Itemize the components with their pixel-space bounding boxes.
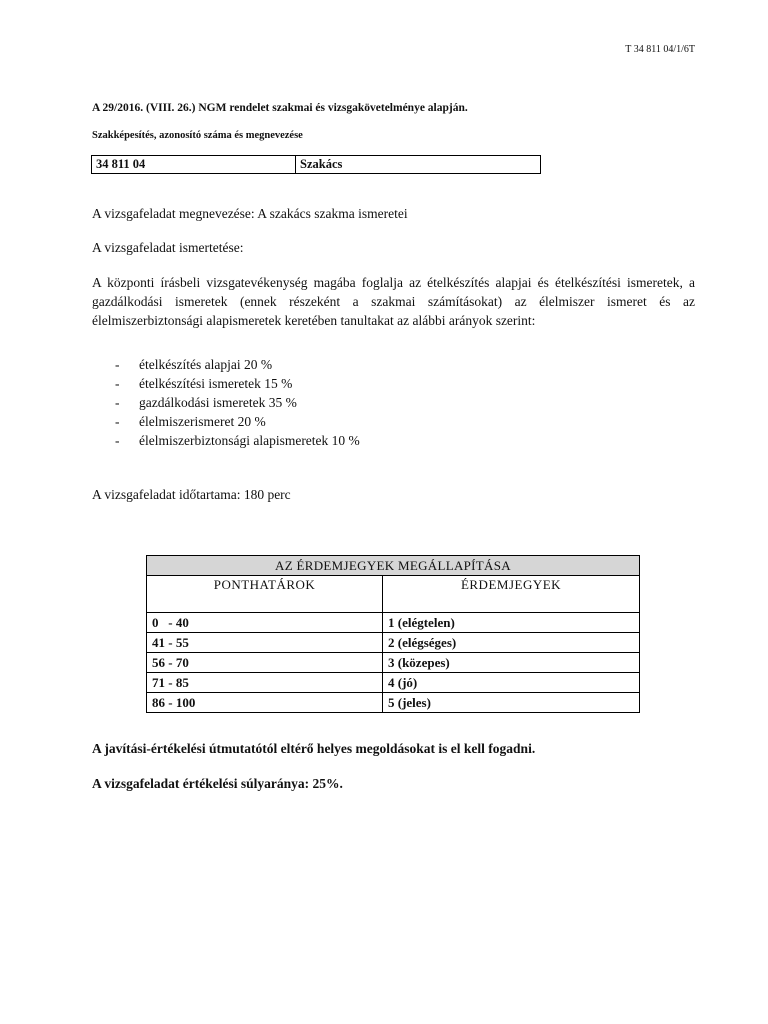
grade-value: 4 (jó) [383,673,640,693]
qualification-box [91,155,541,174]
decree-reference: A 29/2016. (VIII. 26.) NGM rendelet szakmai és vizsgakövetelménye alapján. [92,102,468,114]
table-row [147,673,640,693]
list-item: - ételkészítés alapjai 20 % [115,355,360,374]
list-item: - ételkészítési ismeretek 15 % [115,374,360,393]
table-row [147,653,640,673]
task-description: A központi írásbeli vizsgatevékenység magába foglalja az ételkészítés alapjai és ételkészítési ismeretek, a gazdálkodási ismeretek (ennek részeként a szakmai számításokat) az élelmiszer ismeret és az élelmiszerbiztonsági alapismeretek keretében tanultakat az alábbi arányok szerint: [92,275,695,328]
points-range: 56 - 70 [147,653,383,673]
list-item: - élelmiszerismeret 20 % [115,412,360,431]
document-code: T 34 811 04/1/6T [625,44,695,55]
topic-list [115,355,360,450]
points-range: 86 - 100 [147,693,383,713]
table-row [147,693,640,713]
list-item: - élelmiszerbiztonsági alapismeretek 10 % [115,431,360,450]
qualification-number: 34 811 04 [92,156,296,173]
points-range: 41 - 55 [147,633,383,653]
grades-table [146,555,640,713]
column-header-grades: ÉRDEMJEGYEK [383,576,640,613]
points-range: 71 - 85 [147,673,383,693]
task-description-label: A vizsgafeladat ismertetése: [92,240,244,255]
qualification-title: Szakképesítés, azonosító száma és megnevezése [92,130,303,141]
evaluation-weight: A vizsgafeladat értékelési súlyaránya: 25%. [92,776,343,791]
grade-value: 2 (elégséges) [383,633,640,653]
grade-value: 1 (elégtelen) [383,613,640,633]
table-row [147,613,640,633]
table-row [147,633,640,653]
acceptance-note: A javítási-értékelési útmutatótól eltérő helyes megoldásokat is el kell fogadni. [92,741,536,756]
list-item: - gazdálkodási ismeretek 35 % [115,393,360,412]
qualification-name: Szakács [300,157,343,171]
points-range: 0 - 40 [147,613,383,633]
grade-value: 3 (közepes) [383,653,640,673]
grade-value: 5 (jeles) [383,693,640,713]
task-name: A vizsgafeladat megnevezése: A szakács szakma ismeretei [92,206,408,221]
column-header-points: PONTHATÁROK [147,576,383,613]
duration: A vizsgafeladat időtartama: 180 perc [92,487,291,502]
grades-table-title: AZ ÉRDEMJEGYEK MEGÁLLAPÍTÁSA [147,556,640,576]
